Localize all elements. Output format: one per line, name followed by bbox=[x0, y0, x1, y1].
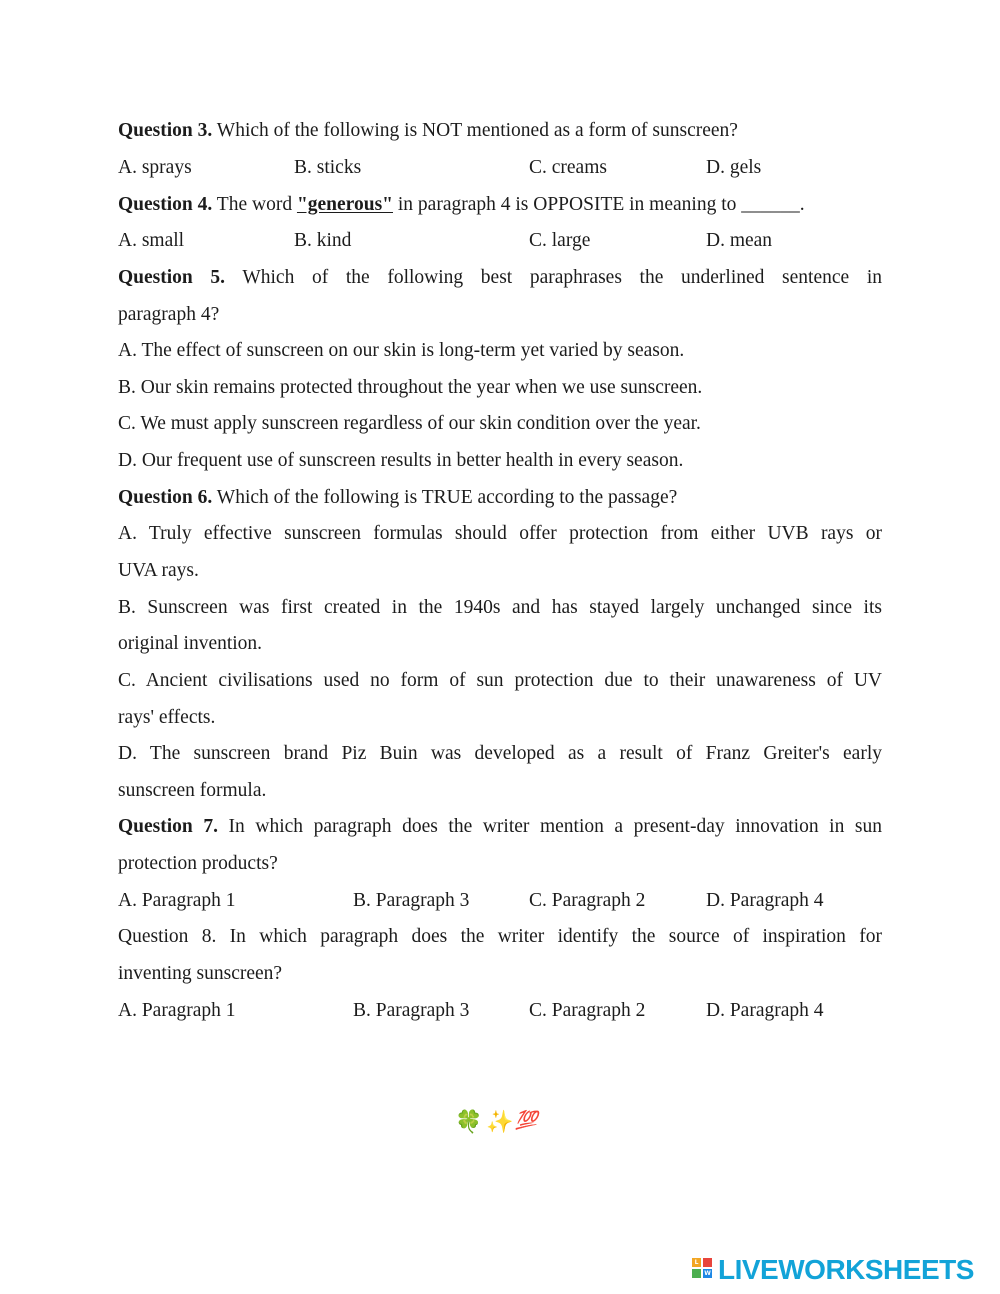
question-8-option-c[interactable]: C. Paragraph 2 bbox=[529, 1000, 646, 1021]
hundred-points-icon: 💯 bbox=[515, 1110, 538, 1131]
question-4-text-after: in paragraph 4 is OPPOSITE in meaning to ______. bbox=[397, 194, 805, 215]
question-3-label: Question 3. bbox=[118, 120, 213, 141]
liveworksheets-logo-text: LIVEWORKSHEETS bbox=[718, 1254, 974, 1285]
question-7-text-line1: In which paragraph does the writer mention a present-day innovation in sun bbox=[228, 816, 883, 837]
question-6-option-a[interactable]: A. Truly effective sunscreen formulas should offer protection from either UVB rays or bbox=[118, 523, 882, 544]
question-7-option-c[interactable]: C. Paragraph 2 bbox=[529, 890, 646, 911]
question-4-text-before: The word bbox=[216, 194, 293, 215]
question-6-option-b[interactable]: B. Sunscreen was first created in the 1940s and has stayed largely unchanged since its bbox=[118, 597, 882, 618]
sparkles-icon: ✨ bbox=[486, 1110, 514, 1135]
question-4-option-c[interactable]: C. large bbox=[529, 230, 591, 251]
question-6-option-a-cont[interactable]: UVA rays. bbox=[118, 560, 199, 581]
question-6-option-c[interactable]: C. Ancient civilisations used no form of sun protection due to their unawareness of UV bbox=[118, 670, 882, 691]
question-5-option-c[interactable]: C. We must apply sunscreen regardless of our skin condition over the year. bbox=[118, 413, 701, 434]
question-6-stem bbox=[118, 486, 882, 510]
emoji-decoration bbox=[455, 1110, 547, 1140]
question-6-label: Question 6. bbox=[118, 487, 213, 508]
question-6-option-b-cont[interactable]: original invention. bbox=[118, 633, 263, 654]
question-3-stem bbox=[118, 119, 882, 143]
question-4-option-b[interactable]: B. kind bbox=[294, 230, 352, 251]
question-5-label: Question 5. bbox=[118, 267, 226, 288]
liveworksheets-logo-icon: L W bbox=[692, 1258, 714, 1280]
question-3-option-c[interactable]: C. creams bbox=[529, 157, 607, 178]
question-8-option-b[interactable]: B. Paragraph 3 bbox=[353, 1000, 470, 1021]
question-4-label: Question 4. bbox=[118, 194, 213, 215]
question-4-stem bbox=[118, 193, 882, 217]
question-5-text-line1: Which of the following best paraphrases the underlined sentence in bbox=[242, 267, 882, 288]
question-7-stem bbox=[118, 815, 882, 839]
question-5-text-line2: paragraph 4? bbox=[118, 304, 220, 325]
liveworksheets-logo bbox=[692, 1255, 992, 1285]
question-5-option-a[interactable]: A. The effect of sunscreen on our skin is long-term yet varied by season. bbox=[118, 340, 685, 361]
question-6-option-d[interactable]: D. The sunscreen brand Piz Buin was developed as a result of Franz Greiter's early bbox=[118, 743, 882, 764]
question-6-option-d-cont[interactable]: sunscreen formula. bbox=[118, 780, 267, 801]
question-3-text: Which of the following is NOT mentioned as a form of sunscreen? bbox=[216, 120, 738, 141]
question-7-option-a[interactable]: A. Paragraph 1 bbox=[118, 890, 236, 911]
question-7-option-b[interactable]: B. Paragraph 3 bbox=[353, 890, 470, 911]
question-4-option-d[interactable]: D. mean bbox=[706, 230, 773, 251]
question-3-option-d[interactable]: D. gels bbox=[706, 157, 762, 178]
question-3-option-b[interactable]: B. sticks bbox=[294, 157, 362, 178]
question-7-text-line2: protection products? bbox=[118, 853, 278, 874]
question-8-option-d[interactable]: D. Paragraph 4 bbox=[706, 1000, 824, 1021]
question-3-option-a[interactable]: A. sprays bbox=[118, 157, 192, 178]
four-leaf-clover-icon: 🍀 bbox=[455, 1110, 483, 1135]
question-6-text: Which of the following is TRUE according to the passage? bbox=[216, 487, 678, 508]
question-7-option-d[interactable]: D. Paragraph 4 bbox=[706, 890, 824, 911]
question-5-stem bbox=[118, 266, 882, 290]
question-5-option-b[interactable]: B. Our skin remains protected throughout the year when we use sunscreen. bbox=[118, 377, 703, 398]
question-4-keyword: "generous" bbox=[296, 194, 393, 215]
question-8-text-line2: inventing sunscreen? bbox=[118, 963, 283, 984]
question-8-option-a[interactable]: A. Paragraph 1 bbox=[118, 1000, 236, 1021]
question-5-option-d[interactable]: D. Our frequent use of sunscreen results in better health in every season. bbox=[118, 450, 684, 471]
question-6-option-c-cont[interactable]: rays' effects. bbox=[118, 707, 216, 728]
question-4-option-a[interactable]: A. small bbox=[118, 230, 185, 251]
question-7-label: Question 7. bbox=[118, 816, 218, 837]
question-8-text-line1: Question 8. In which paragraph does the writer identify the source of inspiration for bbox=[118, 926, 882, 947]
